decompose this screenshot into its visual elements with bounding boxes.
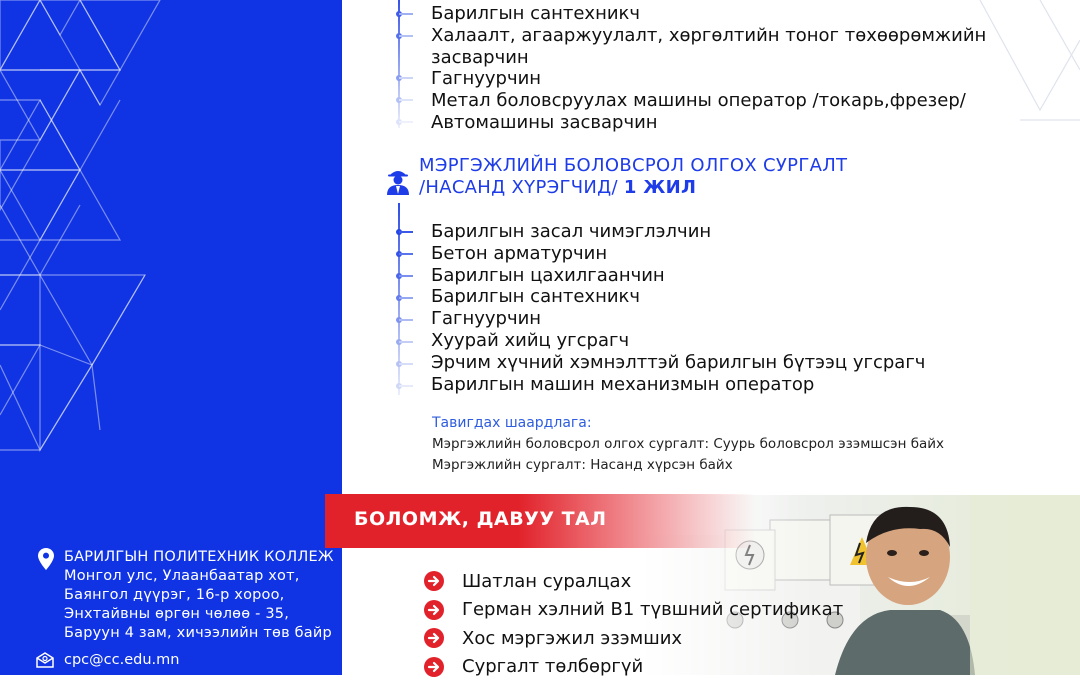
- list-item: засварчин: [431, 47, 986, 69]
- timeline-tick: [399, 319, 413, 321]
- timeline-tick: [399, 341, 413, 343]
- second-program-list: [431, 221, 925, 395]
- left-panel: [0, 0, 342, 675]
- requirement-line: Мэргэжлийн боловсрол олгох сургалт: Суурь боловсрол эзэмшсэн байх: [432, 434, 944, 455]
- address-line: Баянгол дүүрэг, 16-р хороо,: [64, 586, 334, 605]
- email-icon: [36, 652, 54, 668]
- arrow-right-icon: [424, 657, 444, 677]
- timeline-tick: [399, 385, 413, 387]
- list-item: [424, 653, 843, 681]
- list-item: [424, 567, 843, 596]
- email-link[interactable]: cpc@cc.edu.mn: [64, 652, 179, 668]
- timeline-tick: [399, 35, 413, 37]
- section-heading: [385, 155, 847, 199]
- contact-block: [36, 548, 334, 643]
- arrow-right-icon: [424, 628, 444, 648]
- advantages-title: БОЛОМЖ, ДАВУУ ТАЛ: [354, 508, 607, 530]
- list-item: [424, 624, 843, 653]
- duration-label: 1 ЖИЛ: [624, 177, 696, 198]
- timeline-tick: [399, 121, 413, 123]
- arrow-right-icon: [424, 571, 444, 591]
- list-item: Барилгын цахилгаанчин: [431, 265, 925, 287]
- section-title-line: МЭРГЭЖЛИЙН БОЛОВСРОЛ ОЛГОХ СУРГАЛТ: [419, 155, 847, 177]
- section-title: [419, 155, 847, 199]
- timeline-tick: [399, 363, 413, 365]
- list-item: Метал боловсруулах машины оператор /токарь,фрезер/: [431, 90, 986, 112]
- list-item: Халаалт, агааржуулалт, хөргөлтийн тоног төхөөрөмжийн: [431, 25, 986, 47]
- list-item: Гагнуурчин: [431, 68, 986, 90]
- address: [64, 548, 334, 643]
- advantage-text: Герман хэлний B1 түвшний сертификат: [462, 599, 843, 620]
- person-icon: [385, 167, 411, 195]
- timeline-tick: [399, 253, 413, 255]
- address-line: Энхтайвны өргөн чөлөө - 35,: [64, 605, 334, 624]
- address-line: Баруун 4 зам, хичээлийн төв байр: [64, 624, 334, 643]
- college-name: БАРИЛГЫН ПОЛИТЕХНИК КОЛЛЕЖ: [64, 548, 334, 567]
- requirements-title: Тавигдах шаардлага:: [432, 413, 944, 434]
- list-item: Хуурай хийц угсрагч: [431, 330, 925, 352]
- advantage-text: Сургалт төлбөргүй: [462, 656, 643, 677]
- timeline-tick: [399, 77, 413, 79]
- top-program-list: [431, 3, 986, 134]
- list-item: Эрчим хүчний хэмнэлттэй барилгын бүтээц угсрагч: [431, 352, 925, 374]
- timeline-tick: [399, 231, 413, 233]
- location-pin-icon: [36, 548, 56, 570]
- timeline-top: [398, 0, 400, 128]
- timeline-tick: [399, 99, 413, 101]
- section-title-line: /НАСАНД ХҮРЭГЧИД/: [419, 177, 618, 198]
- timeline-tick: [399, 297, 413, 299]
- list-item: Барилгын машин механизмын оператор: [431, 374, 925, 396]
- requirement-line: Мэргэжлийн сургалт: Насанд хүрсэн байх: [432, 455, 944, 476]
- list-item: Бетон арматурчин: [431, 243, 925, 265]
- list-item: Барилгын сантехникч: [431, 286, 925, 308]
- advantages-list: [424, 567, 843, 681]
- advantage-text: Хос мэргэжил эзэмших: [462, 628, 682, 649]
- timeline-tick: [399, 275, 413, 277]
- list-item: Автомашины засварчин: [431, 112, 986, 134]
- list-item: Барилгын засал чимэглэлчин: [431, 221, 925, 243]
- address-line: Монгол улс, Улаанбаатар хот,: [64, 567, 334, 586]
- timeline-tick: [399, 13, 413, 15]
- list-item: Барилгын сантехникч: [431, 3, 986, 25]
- list-item: Гагнуурчин: [431, 308, 925, 330]
- requirements-block: [432, 413, 944, 476]
- arrow-right-icon: [424, 600, 444, 620]
- list-item: [424, 596, 843, 625]
- triangle-decoration: [970, 0, 1080, 130]
- advantage-text: Шатлан суралцах: [462, 571, 631, 592]
